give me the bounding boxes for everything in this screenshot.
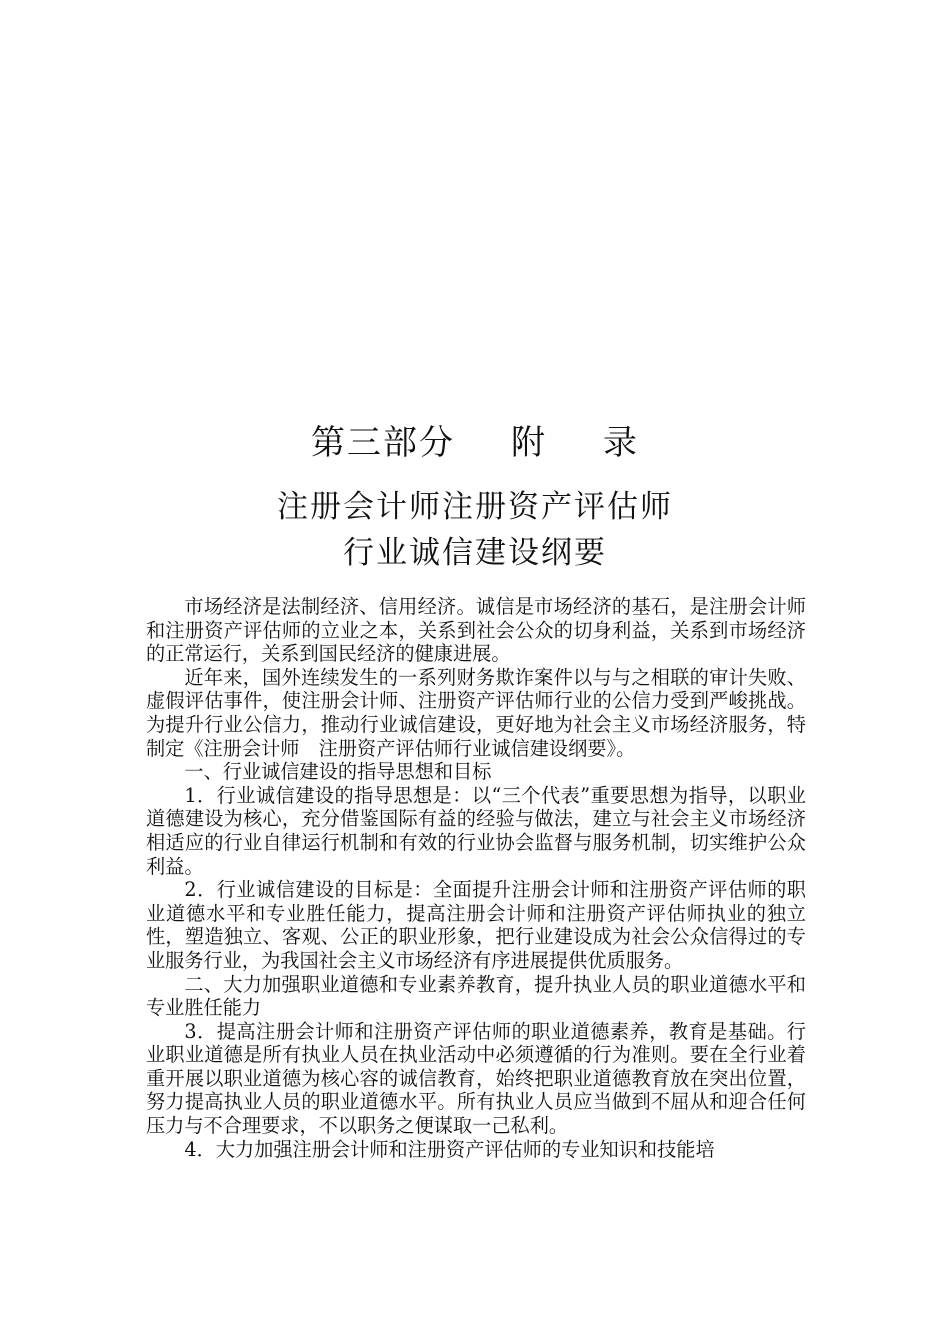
body-text	[146, 595, 806, 1161]
section-heading: 二、大力加强职业道德和专业素养教育，提升执业人员的职业道德水平和专业胜任能力	[146, 972, 806, 1020]
part-title	[0, 420, 950, 466]
document-title-line-1: 注册会计师注册资产评估师	[277, 489, 673, 525]
paragraph: 4．大力加强注册会计师和注册资产评估师的专业知识和技能培	[184, 1137, 715, 1161]
appendix-char-2: 录	[603, 423, 639, 463]
paragraph: 1．行业诚信建设的指导思想是：以“三个代表”重要思想为指导，以职业道德建设为核心，充分借鉴国际有益的经验与做法，建立与社会主义市场经济相适应的行业自律运行机制和有效的行业协会监督与服务机制，切实维护公众利益。	[146, 783, 806, 878]
document-title	[0, 484, 950, 576]
part-number: 第三部分	[311, 423, 455, 463]
paragraph: 3．提高注册会计师和注册资产评估师的职业道德素养，教育是基础。行业职业道德是所有执业人员在执业活动中必须遵循的行为准则。要在全行业着重开展以职业道德为核心容的诚信教育，始终把职业道德教育放在突出位置，努力提高执业人员的职业道德水平。所有执业人员应当做到不屈从和迎合任何压力与不合理要求，不以职务之便谋取一己私利。	[146, 1019, 806, 1138]
paragraph: 市场经济是法制经济、信用经济。诚信是市场经济的基石，是注册会计师和注册资产评估师的立业之本，关系到社会公众的切身利益，关系到市场经济的正常运行，关系到国民经济的健康进展。	[146, 595, 806, 666]
section-heading: 一、行业诚信建设的指导思想和目标	[184, 760, 492, 784]
paragraph: 近年来，国外连续发生的一系列财务欺诈案件以与与之相联的审计失败、虚假评估事件，使注册会计师、注册资产评估师行业的公信力受到严峻挑战。为提升行业公信力，推动行业诚信建设，更好地为社会主义市场经济服务，特制定《注册会计师 注册资产评估师行业诚信建设纲要》。	[146, 665, 806, 760]
document-title-line-2: 行业诚信建设纲要	[343, 535, 607, 571]
paragraph: 2．行业诚信建设的目标是：全面提升注册会计师和注册资产评估师的职业道德水平和专业胜任能力，提高注册会计师和注册资产评估师执业的独立性，塑造独立、客观、公正的职业形象，把行业建设成为社会公众信得过的专业服务行业，为我国社会主义市场经济有序进展提供优质服务。	[146, 878, 806, 972]
appendix-char-1: 附	[511, 423, 547, 463]
